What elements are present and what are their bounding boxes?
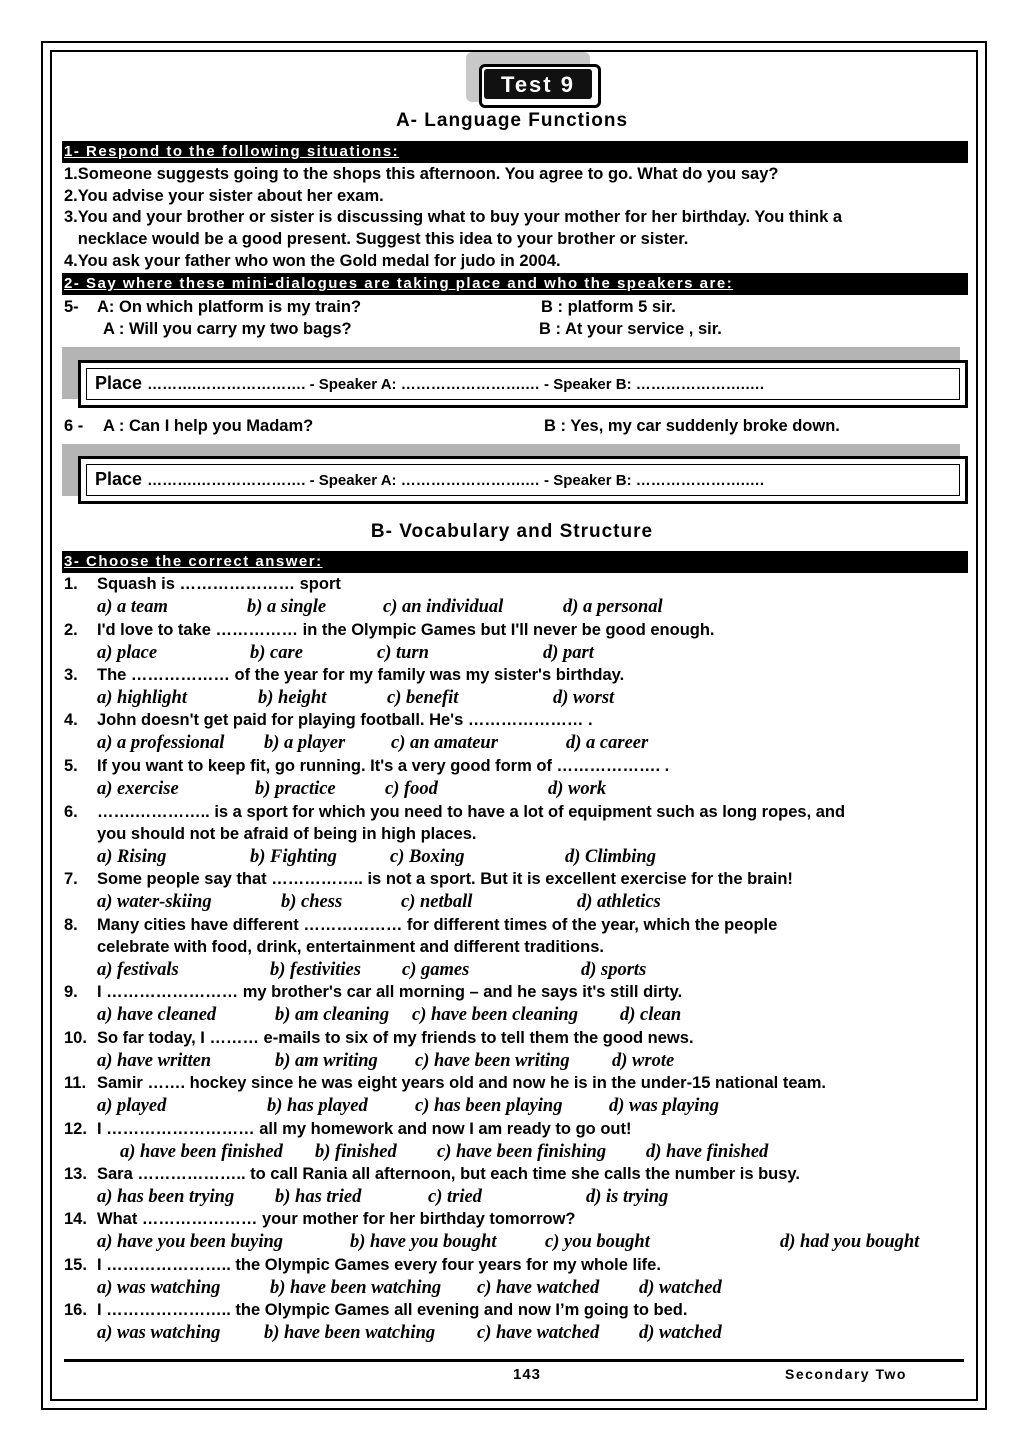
question-stem: If you want to keep fit, go running. It's a very good form of ………………. . <box>97 757 670 775</box>
dialogue-6-b: B : Yes, my car suddenly broke down. <box>544 417 840 435</box>
place-label: Place <box>95 373 143 393</box>
question-stem: I …………………… my brother's car all morning – and he says it's still dirty. <box>97 983 683 1001</box>
dialogue-5-number: 5- <box>64 298 79 316</box>
question-stem: John doesn't get paid for playing football. He's ………………… . <box>97 711 593 729</box>
answer-option: c) turn <box>377 643 429 663</box>
answer-option: b) have been watching <box>264 1323 436 1343</box>
answer-option: d) was playing <box>609 1096 719 1116</box>
place-line-6 <box>95 469 764 490</box>
answer-option: b) has played <box>267 1096 368 1116</box>
question-number: 2. <box>64 621 78 639</box>
answer-option: b) care <box>250 643 303 663</box>
answer-option: a) highlight <box>97 688 187 708</box>
place-blanks: ……….…………………. - Speaker A: …………………….… - Speaker B: ………………….…. <box>147 376 765 393</box>
answer-option: b) have you bought <box>350 1232 497 1252</box>
answer-option: b) a player <box>264 733 346 753</box>
question-number: 7. <box>64 870 78 888</box>
answer-option: d) watched <box>639 1278 722 1298</box>
question-stem: I'd love to take …………… in the Olympic Games but I'll never be good enough. <box>97 621 715 639</box>
answer-option: a) was watching <box>97 1278 221 1298</box>
question-stem: The ……………… of the year for my family was my sister's birthday. <box>97 666 625 684</box>
question-number: 14. <box>64 1210 87 1228</box>
answer-option: d) athletics <box>577 892 661 912</box>
situation-4: 4.You ask your father who won the Gold medal for judo in 2004. <box>64 252 561 270</box>
answer-option: a) played <box>97 1096 167 1116</box>
answer-option: b) festivities <box>270 960 361 980</box>
test-title: Test 9 <box>484 69 592 99</box>
question-stem: I ……………………… all my homework and now I am ready to go out! <box>97 1120 632 1138</box>
situation-3: 3.You and your brother or sister is discussing what to buy your mother for her birthday. You think a <box>64 208 843 226</box>
answer-option: c) an amateur <box>391 733 498 753</box>
section-b-heading: B- Vocabulary and Structure <box>370 521 654 542</box>
answer-option: c) food <box>385 779 438 799</box>
situation-1: 1.Someone suggests going to the shops this afternoon. You agree to go. What do you say? <box>64 165 779 183</box>
answer-option: a) exercise <box>97 779 179 799</box>
question-number: 1. <box>64 575 78 593</box>
answer-option: c) have watched <box>477 1323 600 1343</box>
answer-option: d) watched <box>639 1323 722 1343</box>
question-number: 10. <box>64 1029 87 1047</box>
place-line-5 <box>95 373 764 394</box>
answer-option: c) benefit <box>387 688 459 708</box>
answer-option: c) games <box>402 960 470 980</box>
answer-option: b) finished <box>315 1142 397 1162</box>
answer-option: d) part <box>543 643 594 663</box>
part1-header: 1- Respond to the following situations: <box>64 143 400 160</box>
question-number: 13. <box>64 1165 87 1183</box>
answer-option: c) have been cleaning <box>412 1005 578 1025</box>
question-stem: you should not be afraid of being in high places. <box>97 825 477 843</box>
answer-option: a) a professional <box>97 733 225 753</box>
answer-option: b) has tried <box>275 1187 362 1207</box>
answer-option: c) netball <box>401 892 473 912</box>
question-stem: …….………….. is a sport for which you need to have a lot of equipment such as long ropes, and <box>97 803 846 821</box>
part3-header: 3- Choose the correct answer: <box>64 553 323 570</box>
place-box-6 <box>78 456 968 504</box>
answer-option: c) have been finishing <box>437 1142 607 1162</box>
answer-option: a) Rising <box>97 847 167 867</box>
question-stem: What ………………… your mother for her birthday tomorrow? <box>97 1210 576 1228</box>
question-stem: Many cities have different ……………… for different times of the year, which the people <box>97 916 778 934</box>
answer-option: a) have you been buying <box>97 1232 284 1252</box>
question-stem: celebrate with food, drink, entertainment and different traditions. <box>97 938 604 956</box>
answer-option: a) place <box>97 643 158 663</box>
question-number: 11. <box>64 1074 87 1092</box>
place-label: Place <box>95 469 143 489</box>
question-number: 16. <box>64 1301 87 1319</box>
dialogue-6-a: A : Can I help you Madam? <box>103 417 314 435</box>
answer-option: b) height <box>258 688 327 708</box>
answer-option: b) practice <box>255 779 336 799</box>
answer-option: d) sports <box>581 960 647 980</box>
situation-2: 2.You advise your sister about her exam. <box>64 187 384 205</box>
answer-option: a) water-skiing <box>97 892 212 912</box>
question-number: 5. <box>64 757 78 775</box>
answer-option: d) work <box>548 779 607 799</box>
question-number: 8. <box>64 916 78 934</box>
answer-option: d) is trying <box>586 1187 669 1207</box>
answer-option: d) a career <box>566 733 649 753</box>
question-number: 4. <box>64 711 78 729</box>
question-number: 9. <box>64 983 78 1001</box>
question-stem: Squash is ………………… sport <box>97 575 341 593</box>
dialogue-5-a1: A: On which platform is my train? <box>97 298 362 316</box>
answer-option: a) was watching <box>97 1323 221 1343</box>
answer-option: c) Boxing <box>390 847 465 867</box>
question-number: 15. <box>64 1256 87 1274</box>
answer-option: b) am cleaning <box>275 1005 390 1025</box>
footer-rule <box>64 1359 964 1362</box>
answer-option: a) festivals <box>97 960 179 980</box>
section-a-heading: A- Language Functions <box>395 110 629 131</box>
question-stem: I ………………….. the Olympic Games every four years for my whole life. <box>97 1256 661 1274</box>
answer-option: c) have been writing <box>415 1051 570 1071</box>
place-blanks: ……….…………………. - Speaker A: …………………….… - Speaker B: ………………….…. <box>147 472 765 489</box>
part2-header: 2- Say where these mini-dialogues are taking place and who the speakers are: <box>64 275 734 292</box>
question-number: 6. <box>64 803 78 821</box>
part1-header-bar <box>62 141 968 163</box>
answer-option: a) have cleaned <box>97 1005 217 1025</box>
dialogue-5-b2: B : At your service , sir. <box>539 320 722 338</box>
place-box-5 <box>78 360 968 408</box>
dialogue-6-number: 6 - <box>64 417 84 435</box>
answer-option: d) worst <box>553 688 615 708</box>
answer-option: a) a team <box>97 597 168 617</box>
answer-option: b) have been watching <box>270 1278 442 1298</box>
answer-option: d) clean <box>620 1005 682 1025</box>
situation-3-cont: necklace would be a good present. Suggest this idea to your brother or sister. <box>64 230 689 248</box>
page-number: 143 <box>513 1366 542 1383</box>
question-number: 12. <box>64 1120 87 1138</box>
question-stem: Sara ……………….. to call Rania all afternoon, but each time she calls the number is busy. <box>97 1165 800 1183</box>
dialogue-5-a2: A : Will you carry my two bags? <box>103 320 352 338</box>
question-stem: So far today, I ……… e-mails to six of my friends to tell them the good news. <box>97 1029 694 1047</box>
answer-option: b) Fighting <box>250 847 337 867</box>
answer-option: c) has been playing <box>415 1096 563 1116</box>
answer-option: d) had you bought <box>780 1232 920 1252</box>
answer-option: b) chess <box>281 892 343 912</box>
answer-option: d) have finished <box>646 1142 769 1162</box>
part2-header-bar <box>62 273 968 295</box>
part3-header-bar <box>62 551 968 573</box>
answer-option: a) has been trying <box>97 1187 235 1207</box>
answer-option: d) a personal <box>563 597 663 617</box>
answer-option: b) am writing <box>275 1051 378 1071</box>
answer-option: d) Climbing <box>565 847 656 867</box>
answer-option: c) an individual <box>383 597 504 617</box>
answer-option: c) tried <box>428 1187 482 1207</box>
dialogue-5-b1: B : platform 5 sir. <box>541 298 676 316</box>
answer-option: a) have written <box>97 1051 212 1071</box>
answer-option: b) a single <box>247 597 327 617</box>
answer-option: c) have watched <box>477 1278 600 1298</box>
answer-option: d) wrote <box>612 1051 675 1071</box>
question-stem: I ………………….. the Olympic Games all evening and now I’m going to bed. <box>97 1301 688 1319</box>
answer-option: a) have been finished <box>120 1142 283 1162</box>
question-number: 3. <box>64 666 78 684</box>
footer-label: Secondary Two <box>785 1366 907 1382</box>
question-stem: Samir ……. hockey since he was eight years old and now he is in the under-15 national team. <box>97 1074 826 1092</box>
answer-option: c) you bought <box>545 1232 650 1252</box>
question-stem: Some people say that …………….. is not a sport. But it is excellent exercise for the brain! <box>97 870 793 888</box>
